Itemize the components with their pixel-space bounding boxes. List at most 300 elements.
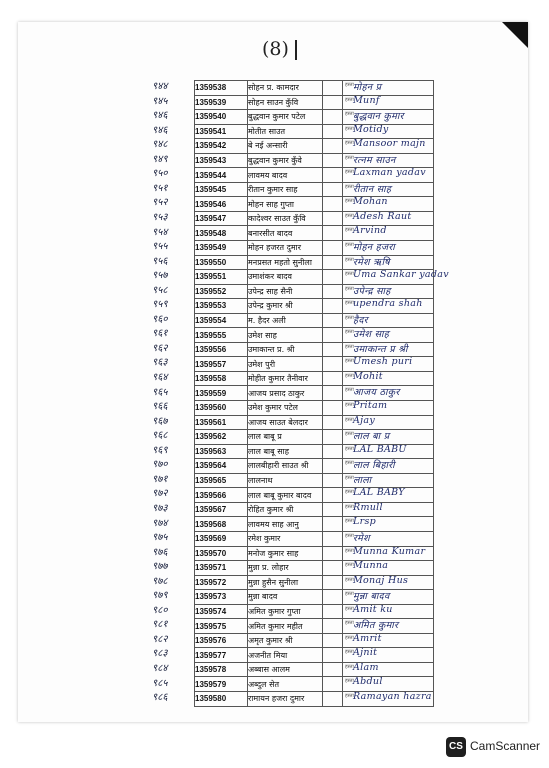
- table-row: [195, 284, 434, 299]
- voter-name: अजनीत मिया: [248, 648, 323, 663]
- roll-id: 1359579: [195, 677, 248, 692]
- stamp-label: हस्ता: [345, 183, 354, 190]
- voter-name: लावमय बादव: [248, 168, 323, 183]
- table-row: [195, 357, 434, 372]
- handwritten-serial: ९८२: [152, 633, 168, 645]
- voter-name: लालबीहारी साउत श्री: [248, 459, 323, 474]
- signature-cell: [343, 313, 434, 328]
- handwritten-serial: ९८०: [152, 604, 168, 616]
- spacer-cell: [323, 517, 343, 532]
- spacer-cell: [323, 415, 343, 430]
- handwritten-serial: ९६१: [152, 328, 168, 340]
- roll-id: 1359572: [195, 575, 248, 590]
- handwritten-signature: आजय ठाकुर: [353, 387, 400, 399]
- signature-cell: [343, 197, 434, 212]
- voter-name: उमाशंकर बादव: [248, 270, 323, 285]
- signature-cell: [343, 619, 434, 634]
- signature-cell: [343, 531, 434, 546]
- handwritten-signature: उमेश साह: [353, 329, 390, 341]
- table-row: [195, 182, 434, 197]
- stamp-label: हस्ता: [345, 605, 354, 612]
- roll-id: 1359575: [195, 619, 248, 634]
- roll-id: 1359564: [195, 459, 248, 474]
- stamp-label: हस्ता: [345, 256, 354, 263]
- voter-name: म. हैदर अली: [248, 313, 323, 328]
- handwritten-signature: Rmull: [353, 501, 383, 513]
- signature-cell: [343, 182, 434, 197]
- handwritten-serial: ९८४: [152, 663, 168, 674]
- handwritten-serial: ९६५: [152, 386, 168, 398]
- handwritten-serial: ९६०: [152, 313, 168, 325]
- spacer-cell: [323, 313, 343, 328]
- roll-id: 1359568: [195, 517, 248, 532]
- stamp-label: हस्ता: [345, 372, 354, 379]
- stamp-label: हस्ता: [345, 271, 354, 278]
- stamp-label: हस्ता: [345, 82, 354, 88]
- handwritten-signature: लाल बिहारी: [353, 460, 395, 472]
- roll-id: 1359577: [195, 648, 248, 663]
- spacer-cell: [323, 211, 343, 226]
- handwritten-serial: ९४६: [152, 110, 168, 122]
- roll-id: 1359561: [195, 415, 248, 430]
- signature-cell: [343, 662, 434, 677]
- roll-id: 1359566: [195, 488, 248, 503]
- signature-cell: [343, 284, 434, 299]
- handwritten-signature: हैदर: [353, 314, 368, 326]
- handwritten-signature: Uma Sankar yadav: [353, 269, 449, 281]
- voter-name: सोहन प्र. कामदार: [248, 81, 323, 96]
- signature-cell: [343, 211, 434, 226]
- stamp-label: हस्ता: [345, 402, 354, 409]
- roll-id: 1359542: [195, 139, 248, 154]
- roll-id: 1359578: [195, 662, 248, 677]
- spacer-cell: [323, 153, 343, 168]
- handwritten-signature: upendra shah: [353, 298, 423, 310]
- spacer-cell: [323, 81, 343, 96]
- voter-name: मनोज कुमार साह: [248, 546, 323, 561]
- handwritten-signature: Munna Kumar: [353, 545, 426, 557]
- signature-cell: [343, 459, 434, 474]
- handwritten-signature: Laxman yadav: [353, 167, 426, 179]
- handwritten-signature: Munf: [353, 94, 380, 106]
- spacer-cell: [323, 502, 343, 517]
- handwritten-serial: ९५७: [152, 270, 168, 282]
- page-number: (8): [262, 38, 289, 60]
- handwritten-serial: ९५९: [152, 299, 168, 311]
- table-row: [195, 168, 434, 183]
- stamp-label: हस्ता: [345, 431, 354, 438]
- spacer-cell: [323, 270, 343, 285]
- handwritten-serial: ९८५: [152, 677, 168, 689]
- roll-id: 1359574: [195, 604, 248, 619]
- stamp-label: हस्ता: [345, 212, 354, 219]
- table-row: [195, 648, 434, 663]
- table-row: [195, 444, 434, 459]
- roll-id: 1359571: [195, 561, 248, 576]
- handwritten-signature: Umesh puri: [353, 356, 413, 368]
- voter-name: मोहन साह गुप्ता: [248, 197, 323, 212]
- roll-id: 1359573: [195, 590, 248, 605]
- handwritten-serial: ९६७: [152, 415, 168, 427]
- handwritten-serial: ९४४: [152, 81, 168, 92]
- stamp-label: हस्ता: [345, 285, 354, 292]
- spacer-cell: [323, 633, 343, 648]
- handwritten-serial: ९४५: [152, 95, 168, 107]
- handwritten-signature: LAL BABY: [353, 487, 405, 499]
- handwritten-signature: लाला: [353, 474, 372, 486]
- signature-cell: [343, 415, 434, 430]
- spacer-cell: [323, 430, 343, 445]
- roll-id: 1359545: [195, 182, 248, 197]
- stamp-label: हस्ता: [345, 125, 354, 132]
- spacer-cell: [323, 488, 343, 503]
- handwritten-serial: ९५६: [152, 255, 168, 267]
- voter-name: अमृत कुमार श्री: [248, 633, 323, 648]
- voter-name: मुन्ना बादव: [248, 590, 323, 605]
- roll-id: 1359567: [195, 502, 248, 517]
- signature-cell: [343, 110, 434, 125]
- spacer-cell: [323, 531, 343, 546]
- handwritten-signature: Mansoor majn: [353, 138, 426, 150]
- table-row: [195, 255, 434, 270]
- stamp-label: हस्ता: [345, 227, 354, 234]
- table-row: [195, 211, 434, 226]
- table-row: [195, 110, 434, 125]
- voter-name: सोहन साउन कुँवि: [248, 95, 323, 110]
- stamp-label: हस्ता: [345, 460, 354, 467]
- signature-cell: [343, 357, 434, 372]
- table-row: [195, 502, 434, 517]
- roll-id: 1359540: [195, 110, 248, 125]
- roll-id: 1359580: [195, 691, 248, 706]
- handwritten-signature: LAL BABU: [353, 443, 407, 455]
- spacer-cell: [323, 197, 343, 212]
- roll-id: 1359560: [195, 401, 248, 416]
- handwritten-serial: ९५०: [152, 168, 168, 180]
- handwritten-serial: ९६३: [152, 357, 168, 369]
- stamp-label: हस्ता: [345, 692, 354, 699]
- handwritten-serial: ९७७: [152, 561, 168, 573]
- table-row: [195, 677, 434, 692]
- roll-id: 1359555: [195, 328, 248, 343]
- signature-cell: [343, 386, 434, 401]
- table-row: [195, 517, 434, 532]
- voter-name: रीतान कुमार साह: [248, 182, 323, 197]
- signature-cell: [343, 633, 434, 648]
- handwritten-signature: रीतान साह: [353, 183, 392, 195]
- stamp-label: हस्ता: [345, 503, 354, 510]
- spacer-cell: [323, 284, 343, 299]
- handwritten-signature: Mohit: [353, 370, 383, 382]
- stamp-label: हस्ता: [345, 445, 354, 452]
- stamp-label: हस्ता: [345, 649, 354, 656]
- roll-id: 1359569: [195, 531, 248, 546]
- spacer-cell: [323, 444, 343, 459]
- table-row: [195, 459, 434, 474]
- handwritten-signature: रमेश ऋषि: [353, 256, 390, 268]
- table-row: [195, 590, 434, 605]
- signature-cell: [343, 488, 434, 503]
- stamp-label: हस्ता: [345, 329, 354, 336]
- voter-name: लालनाथ: [248, 473, 323, 488]
- table-row: [195, 604, 434, 619]
- table-row: [195, 619, 434, 634]
- roll-id: 1359556: [195, 342, 248, 357]
- handwritten-serial: ९४८: [152, 139, 168, 151]
- roll-id: 1359549: [195, 241, 248, 256]
- voter-name: लाल बाबू कुमार बादव: [248, 488, 323, 503]
- handwritten-serial: ९७२: [152, 488, 168, 500]
- stamp-label: हस्ता: [345, 314, 354, 321]
- roll-id: 1359544: [195, 168, 248, 183]
- stamp-label: हस्ता: [345, 576, 354, 583]
- handwritten-serial: ९७१: [152, 473, 168, 485]
- handwritten-signature: Monaj Hus: [353, 574, 409, 586]
- spacer-cell: [323, 95, 343, 110]
- handwritten-signature: रमेश: [353, 532, 370, 544]
- stamp-label: हस्ता: [345, 300, 354, 307]
- voter-name: मनप्रसत महतो सुनीला: [248, 255, 323, 270]
- table-row: [195, 124, 434, 139]
- roll-table-body: [195, 81, 449, 707]
- table-row: [195, 81, 434, 96]
- signature-cell: [343, 691, 434, 706]
- voter-name: आजय साउत बेलदार: [248, 415, 323, 430]
- roll-id: 1359538: [195, 81, 248, 96]
- handwritten-serial: ९८३: [152, 648, 168, 660]
- handwritten-serial: ९७६: [152, 546, 168, 558]
- roll-id: 1359553: [195, 299, 248, 314]
- table-row: [195, 342, 434, 357]
- handwritten-signature: मुन्ना बादव: [353, 591, 390, 603]
- signature-cell: [343, 226, 434, 241]
- handwritten-serial: ९७४: [152, 517, 168, 529]
- spacer-cell: [323, 691, 343, 706]
- roll-id: 1359548: [195, 226, 248, 241]
- handwritten-signature: Ramayan hazra: [353, 690, 432, 702]
- table-row: [195, 488, 434, 503]
- handwritten-serial: ९६८: [152, 430, 168, 442]
- spacer-cell: [323, 546, 343, 561]
- voter-name: मोतीत साउत: [248, 124, 323, 139]
- table-row: [195, 153, 434, 168]
- stamp-label: हस्ता: [345, 198, 354, 205]
- handwritten-signature: Ajnit: [353, 647, 378, 659]
- voter-name: आजय प्रसाद ठाकुर: [248, 386, 323, 401]
- stamp-label: हस्ता: [345, 518, 354, 525]
- voter-name: लाल बाबू साह: [248, 444, 323, 459]
- signature-cell: [343, 241, 434, 256]
- stamp-label: हस्ता: [345, 343, 354, 350]
- table-row: [195, 546, 434, 561]
- roll-id: 1359550: [195, 255, 248, 270]
- voter-name: उमेश कुमार पटेल: [248, 401, 323, 416]
- roll-id: 1359563: [195, 444, 248, 459]
- spacer-cell: [323, 299, 343, 314]
- signature-cell: [343, 255, 434, 270]
- roll-id: 1359539: [195, 95, 248, 110]
- spacer-cell: [323, 662, 343, 677]
- handwritten-signature: Mohan: [353, 196, 388, 208]
- handwritten-serial: ९७८: [152, 575, 168, 587]
- signature-cell: [343, 546, 434, 561]
- voter-name: बुद्धवान कुमार पटेल: [248, 110, 323, 125]
- handwritten-signature: Motidy: [353, 123, 389, 135]
- handwritten-serial: ९५५: [152, 241, 168, 253]
- handwritten-signature: Arvind: [353, 225, 387, 237]
- roll-id: 1359559: [195, 386, 248, 401]
- handwritten-signature: मोहन प्र: [353, 82, 382, 93]
- stamp-label: हस्ता: [345, 562, 354, 569]
- stamp-label: हस्ता: [345, 358, 354, 365]
- handwritten-serial: ९७५: [152, 532, 168, 544]
- table-row: [195, 531, 434, 546]
- signature-cell: [343, 430, 434, 445]
- voter-name: मुन्ना हुसैन सुनीला: [248, 575, 323, 590]
- stamp-label: हस्ता: [345, 678, 354, 685]
- signature-cell: [343, 81, 434, 96]
- signature-cell: [343, 371, 434, 386]
- signature-cell: [343, 677, 434, 692]
- voter-name: उमाकान्त प्र. श्री: [248, 342, 323, 357]
- handwritten-serial: ९५२: [152, 197, 168, 209]
- roll-id: 1359576: [195, 633, 248, 648]
- signature-cell: [343, 139, 434, 154]
- voter-name: मोहीत कुमार तैनीवार: [248, 371, 323, 386]
- table-row: [195, 415, 434, 430]
- voter-name: कादेश्वर साउत कुँवि: [248, 211, 323, 226]
- spacer-cell: [323, 328, 343, 343]
- voter-name: लाल बाबू प्र: [248, 430, 323, 445]
- voter-name: अमित कुमार गुप्ता: [248, 604, 323, 619]
- spacer-cell: [323, 677, 343, 692]
- handwritten-serial: ९६४: [152, 372, 168, 383]
- voter-name: उपेन्द्र साह सैनी: [248, 284, 323, 299]
- signature-cell: [343, 328, 434, 343]
- handwritten-serial: ९८१: [152, 619, 168, 631]
- signature-cell: [343, 590, 434, 605]
- spacer-cell: [323, 561, 343, 576]
- handwritten-signature: Munna: [353, 560, 389, 572]
- voter-name: उमेश पुरी: [248, 357, 323, 372]
- signature-cell: [343, 444, 434, 459]
- table-row: [195, 691, 434, 706]
- stamp-label: हस्ता: [345, 489, 354, 496]
- roll-id: 1359565: [195, 473, 248, 488]
- spacer-cell: [323, 168, 343, 183]
- stamp-label: हस्ता: [345, 96, 354, 103]
- table-row: [195, 401, 434, 416]
- voter-name: अब्बास आलम: [248, 662, 323, 677]
- spacer-cell: [323, 357, 343, 372]
- roll-id: 1359558: [195, 371, 248, 386]
- handwritten-signature: उमाकान्त प्र श्री: [353, 343, 408, 355]
- handwritten-serial: ९५४: [152, 226, 168, 238]
- stamp-label: हस्ता: [345, 532, 354, 539]
- handwritten-serial: ९६६: [152, 401, 168, 413]
- spacer-cell: [323, 255, 343, 270]
- table-row: [195, 95, 434, 110]
- stamp-label: हस्ता: [345, 387, 354, 394]
- voter-name: अब्दुल सेत: [248, 677, 323, 692]
- stamp-label: हस्ता: [345, 140, 354, 147]
- spacer-cell: [323, 241, 343, 256]
- handwritten-signature: Amit ku: [353, 603, 393, 615]
- handwritten-signature: Lrsp: [353, 516, 377, 528]
- voter-name: रमेश कुमार: [248, 531, 323, 546]
- handwritten-serial: ९५१: [152, 182, 168, 194]
- handwritten-signature: Alam: [353, 661, 379, 673]
- spacer-cell: [323, 401, 343, 416]
- signature-cell: [343, 473, 434, 488]
- spacer-cell: [323, 371, 343, 386]
- handwritten-serial: ९४९: [152, 153, 168, 165]
- handwritten-serial: ९५३: [152, 211, 168, 223]
- handwritten-serial: ९७०: [152, 459, 168, 471]
- stamp-label: हस्ता: [345, 620, 354, 627]
- handwritten-serial: ९४६: [152, 124, 168, 136]
- table-row: [195, 328, 434, 343]
- spacer-cell: [323, 619, 343, 634]
- stamp-label: हस्ता: [345, 474, 354, 481]
- table-row: [195, 473, 434, 488]
- voter-name: बे नई अन्सारी: [248, 139, 323, 154]
- stamp-label: हस्ता: [345, 416, 354, 423]
- table-row: [195, 575, 434, 590]
- stamp-label: हस्ता: [345, 169, 354, 176]
- signature-cell: [343, 124, 434, 139]
- table-row: [195, 561, 434, 576]
- signature-cell: [343, 95, 434, 110]
- roll-id: 1359557: [195, 357, 248, 372]
- table-row: [195, 430, 434, 445]
- handwritten-serial: ९५८: [152, 284, 168, 296]
- voter-name: उमेश साह: [248, 328, 323, 343]
- stamp-label: हस्ता: [345, 663, 354, 670]
- voter-name: उपेन्द्र कुमार श्री: [248, 299, 323, 314]
- spacer-cell: [323, 139, 343, 154]
- table-row: [195, 313, 434, 328]
- voter-name: रामायन हजरा दुमार: [248, 691, 323, 706]
- signature-cell: [343, 401, 434, 416]
- handwritten-signature: Ajay: [353, 414, 376, 426]
- stamp-label: हस्ता: [345, 591, 354, 598]
- stamp-label: हस्ता: [345, 154, 354, 161]
- handwritten-serial: ९६२: [152, 342, 168, 354]
- table-row: [195, 299, 434, 314]
- spacer-cell: [323, 124, 343, 139]
- stamp-label: हस्ता: [345, 547, 354, 554]
- spacer-cell: [323, 110, 343, 125]
- spacer-cell: [323, 604, 343, 619]
- table-row: [195, 633, 434, 648]
- spacer-cell: [323, 182, 343, 197]
- handwritten-signature: अमित कुमार: [353, 620, 399, 632]
- roll-id: 1359562: [195, 430, 248, 445]
- handwritten-signature: Pritam: [353, 400, 388, 412]
- page-corner-fold: [502, 22, 528, 48]
- handwritten-signature: लाल बा प्र: [353, 431, 390, 443]
- voter-name: अमित कुमार महीत: [248, 619, 323, 634]
- handwritten-signature: उपेन्द्र साह: [353, 285, 391, 297]
- roll-id: 1359554: [195, 313, 248, 328]
- handwritten-signature: मोहन हजरा: [353, 242, 396, 254]
- table-row: [195, 139, 434, 154]
- table-row: [195, 662, 434, 677]
- roll-id: 1359552: [195, 284, 248, 299]
- spacer-cell: [323, 226, 343, 241]
- roll-id: 1359547: [195, 211, 248, 226]
